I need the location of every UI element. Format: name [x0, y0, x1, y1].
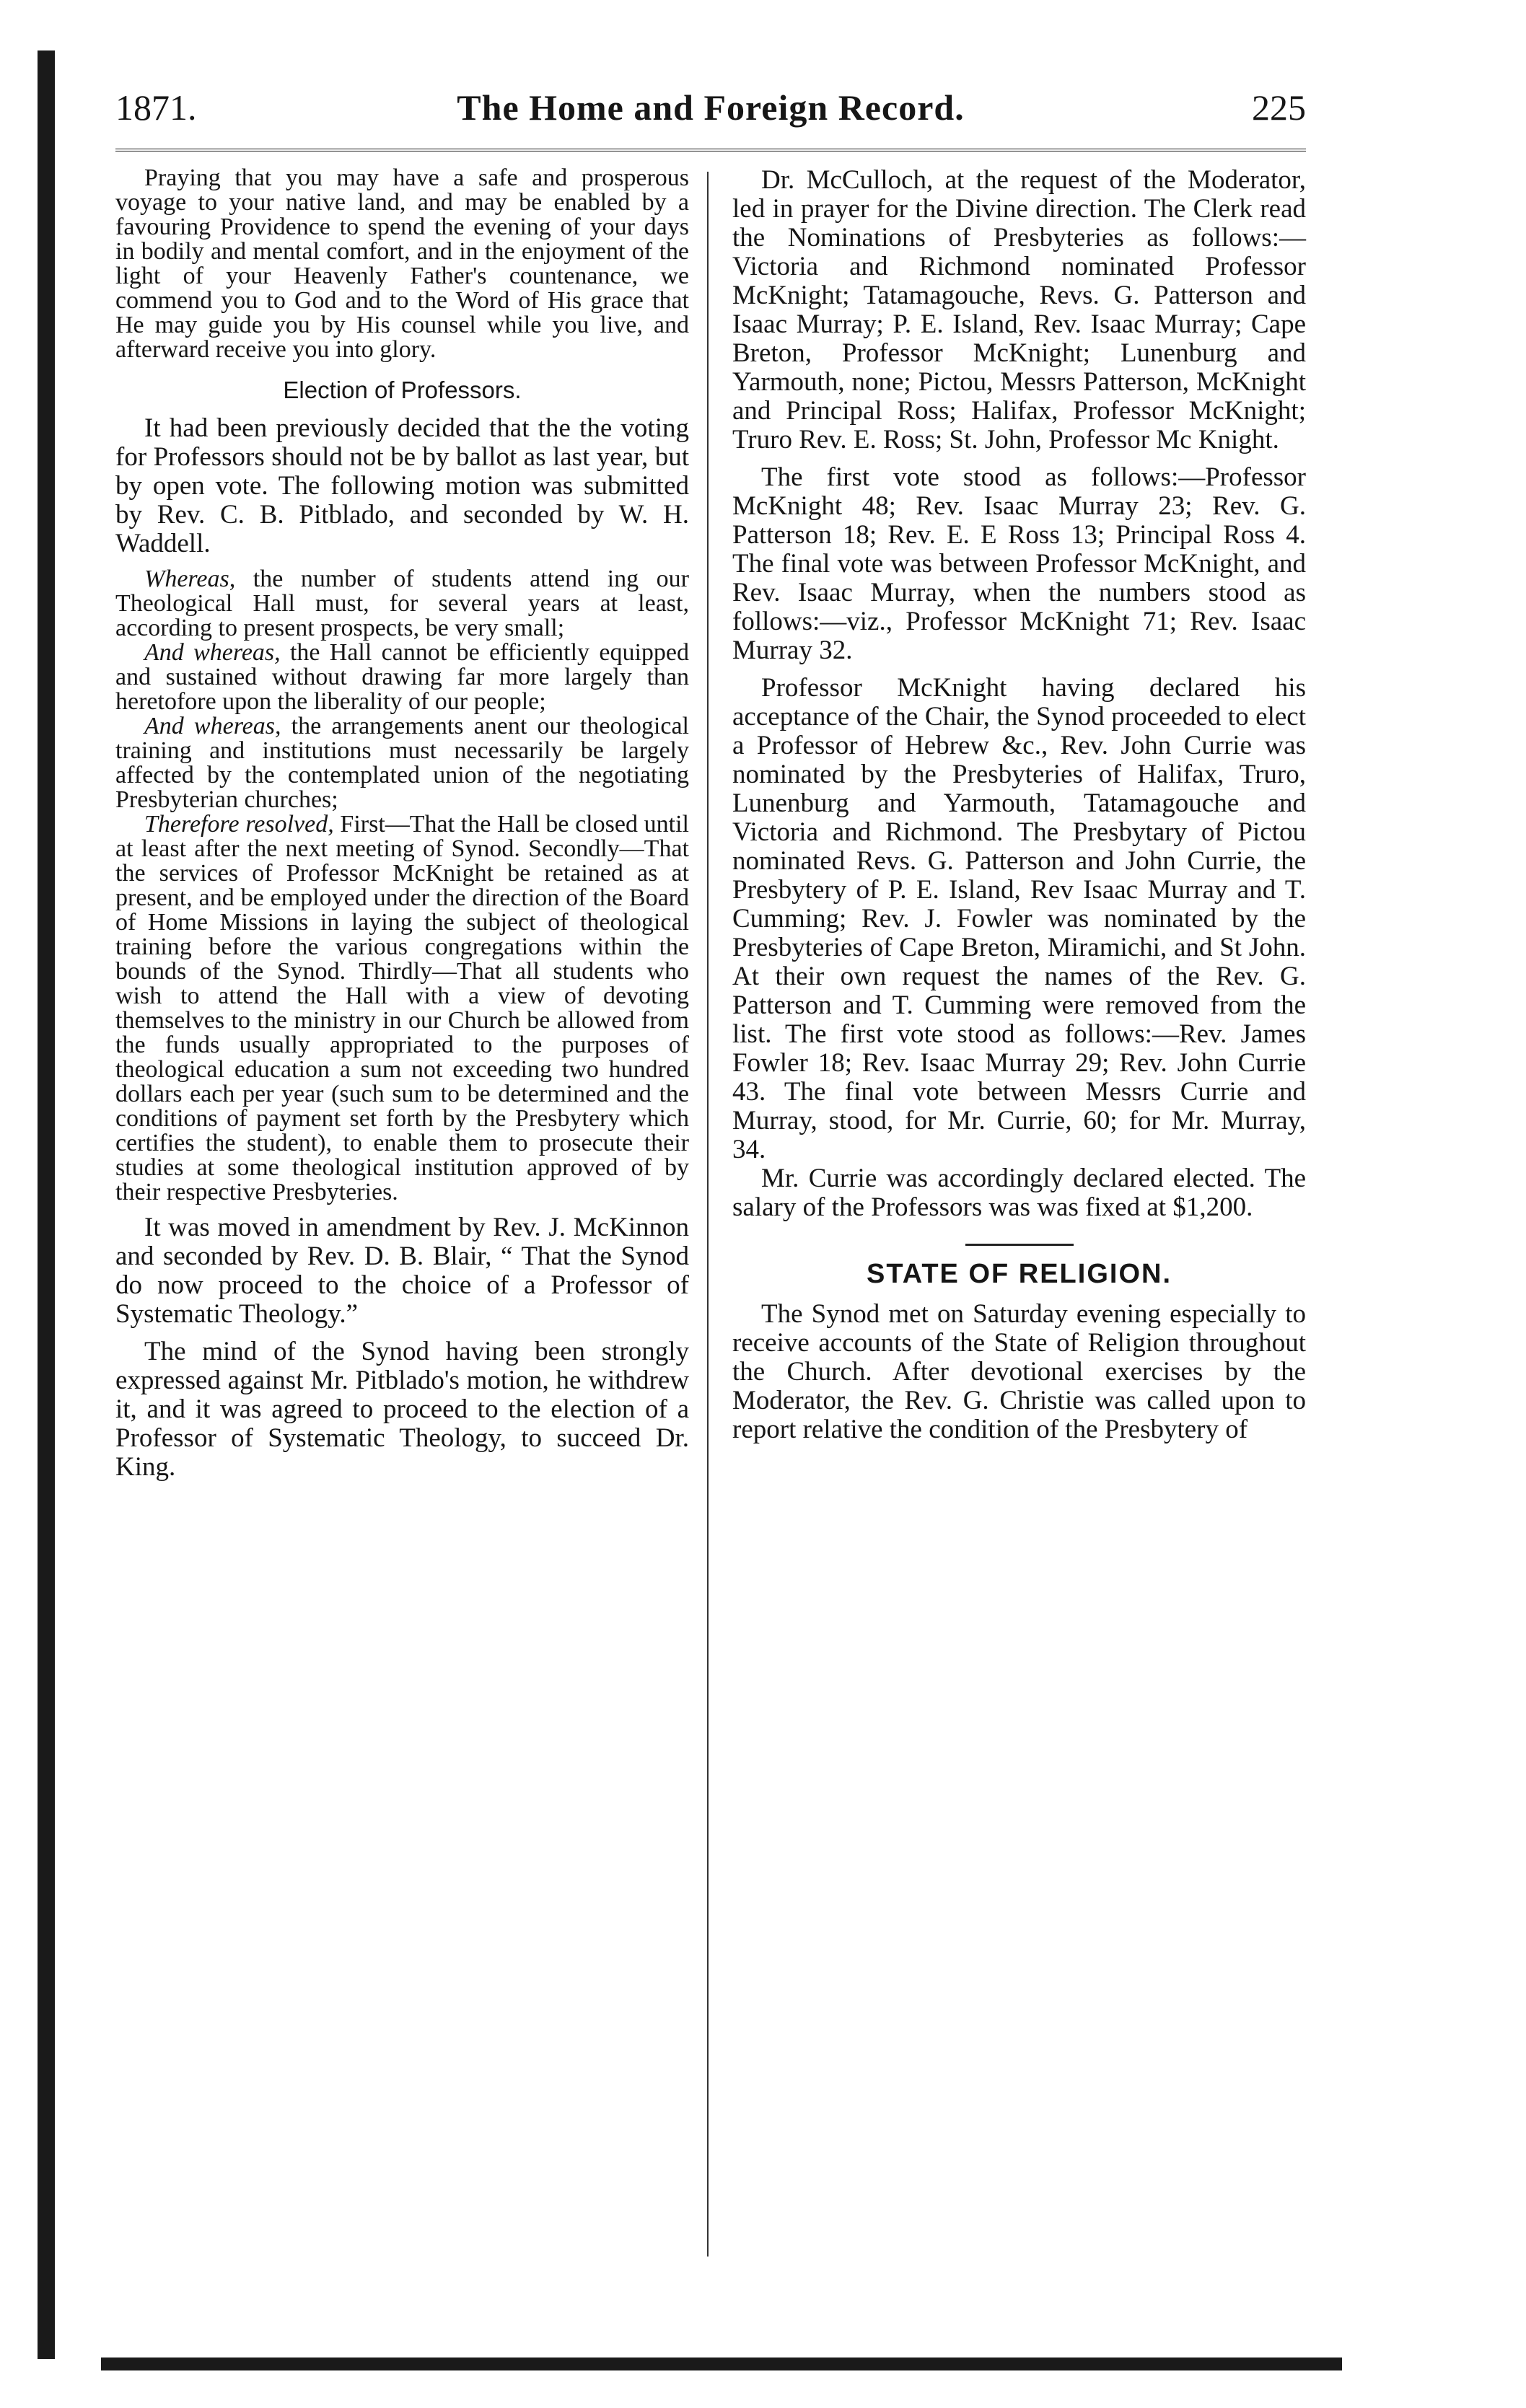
paragraph-amendment: It was moved in amendment by Rev. J. McKinnon and seconded by Rev. D. B. Blair, “ That the Synod do now proceed to the choice of a Professor of Systematic Theology.” — [115, 1213, 689, 1329]
paragraph-mind-of-synod: The mind of the Synod having been strongly expressed against Mr. Pitblado's motion, he withdrew it, and it was agreed to proceed to the election of a Professor of Systematic Theology, to succeed Dr. King. — [115, 1337, 689, 1482]
heading-state-of-religion: STATE OF RELIGION. — [866, 1259, 1172, 1289]
paragraph-resolved — [115, 812, 689, 1205]
whereas-1-text: the number of students attend ing our Theological Hall must, for several years at least, according to present prospects, be very small; — [115, 566, 689, 641]
right-column — [732, 166, 1306, 1444]
header-year: 1871. — [115, 87, 197, 128]
paragraph-whereas-1 — [115, 567, 689, 641]
paragraph-mcculloch: Dr. McCulloch, at the request of the Moderator, led in prayer for the Divine direction. The Clerk read the Nominations of Presbyteries as follows:—Victoria and Richmond nominated Professor McKnight; Tatamagouche, Revs. G. Patterson and Isaac Murray; P. E. Island, Rev. Isaac Murray; Cape Breton, Professor McKnight; Lunenburg and Yarmouth, none; Pictou, Messrs Patterson, McKnight and Principal Ross; Halifax, Professor McKnight; Truro Rev. E. Ross; St. John, Professor Mc Knight. — [732, 165, 1306, 454]
whereas-2-lead: And whereas, — [144, 639, 281, 666]
paragraph-whereas-3 — [115, 714, 689, 812]
paragraph-whereas-2 — [115, 641, 689, 714]
column-divider — [707, 172, 709, 2257]
paragraph-synod-met: The Synod met on Saturday evening especially to receive accounts of the State of Religion throughout the Church. After devotional exercises by the Moderator, the Rev. G. Christie was called upon to report relative the condition of the Presbytery of — [732, 1299, 1306, 1444]
paragraph-currie-elected: Mr. Currie was accordingly declared elected. The salary of the Professors was was fixed at $1,200. — [732, 1164, 1306, 1222]
binding-edge-bottom — [101, 2358, 1342, 2370]
left-column — [115, 166, 689, 1482]
resolved-lead: Therefore resolved, — [144, 811, 334, 838]
section-rule — [965, 1244, 1074, 1246]
resolved-text: First—That the Hall be closed until at least after the next meeting of Synod. Secondly—That the services of Professor McKnight be retained as at present, and be employed under the direction of the Board of Home Missions in laying the subject of theological training before the various congregations within the bounds of the Synod. Thirdly—That all students who wish to attend the Hall with a view of devoting themselves to the ministry in our Church be allowed from the funds usually appropriated to the purposes of theological education a sum not exceeding two hundred dollars each per year (such sum to be determined and the conditions of payment set forth by the Presbytery which certifies the student), to enable them to prosecute their studies at some theological institution approved of by their respective Presbyteries. — [115, 811, 689, 1205]
paragraph-praying: Praying that you may have a safe and prosperous voyage to your native land, and may be enabled by a favouring Providence to spend the evening of your days in bodily and mental comfort, and in the enjoyment of the light of your Heavenly Father's countenance, we commend you to God and to the Word of His grace that He may guide you by His counsel while you live, and afterward receive you into glory. — [115, 164, 689, 363]
journal-page — [115, 87, 1306, 2359]
header-rule — [115, 149, 1306, 151]
motion-block — [115, 567, 689, 1205]
amendment-block — [115, 1213, 689, 1482]
running-header — [115, 87, 1306, 144]
state-block — [732, 1300, 1306, 1444]
address-block — [115, 166, 689, 362]
whereas-2-text: the Hall cannot be efficiently equipped and sustained without drawing far more largely than heretofore upon the liberality of our people; — [115, 639, 689, 715]
header-title: The Home and Foreign Record. — [457, 87, 965, 128]
nominations-block — [732, 166, 1306, 1222]
whereas-3-lead: And whereas, — [144, 713, 281, 739]
header-page-number: 225 — [1252, 87, 1306, 128]
paragraph-acceptance: Professor McKnight having declared his acceptance of the Chair, the Synod proceeded to elect a Professor of Hebrew &c., Rev. John Currie was nominated by the Presbyteries of Halifax, Truro, Lunenburg and Yarmouth, Tatamagouche and Victoria and Richmond. The Presbytary of Pictou nominated Revs. G. Patterson and John Currie, the Presbytery of P. E. Island, Rev Isaac Murray and T. Cumming; Rev. J. Fowler was nominated by the Presbyteries of Cape Breton, Miramichi, and St John. At their own request the names of the Rev. G. Patterson and T. Cumming were removed from the list. The first vote stood as follows:—Rev. James Fowler 18; Rev. Isaac Murray 29; Rev. John Currie 43. The final vote between Messrs Currie and Murray, stood, for Mr. Currie, 60; for Mr. Murray, 34. — [732, 673, 1306, 1164]
heading-election-of-professors: Election of Professors. — [283, 377, 522, 403]
paragraph-first-vote: The first vote stood as follows:—Professor McKnight 48; Rev. Isaac Murray 23; Rev. G. Patterson 18; Rev. E. E Ross 13; Principal Ross 4. The final vote was between Professor McKnight, and Rev. Isaac Murray, when the numbers stood as follows:—viz., Professor McKnight 71; Rev. Isaac Murray 32. — [732, 462, 1306, 665]
whereas-3-text: the arrangements anent our theological training and institutions must necessarily be largely affected by the contemplated union of the negotiating Presbyterian churches; — [115, 713, 689, 813]
decided-block — [115, 414, 689, 558]
whereas-1-lead: Whereas, — [144, 566, 236, 592]
binding-edge-left — [38, 50, 55, 2359]
paragraph-decided: It had been previously decided that the the voting for Professors should not be by ballot as last year, but by open vote. The following motion was submitted by Rev. C. B. Pitblado, and seconded by W. H. Waddell. — [115, 413, 689, 558]
